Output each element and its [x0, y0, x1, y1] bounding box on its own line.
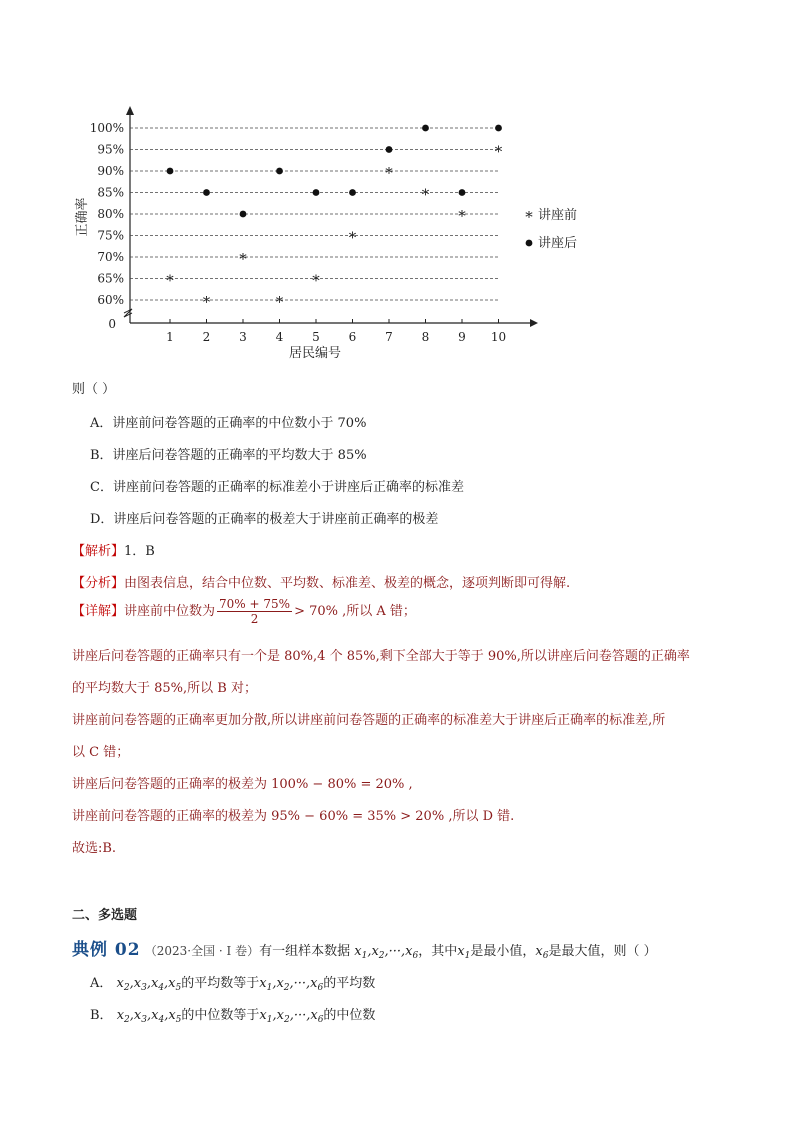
x-tick-label: 8	[421, 330, 430, 344]
y-tick-label: 85%	[97, 185, 124, 200]
y-tick-label: 90%	[97, 164, 124, 178]
x-tick-label: 7	[385, 330, 393, 344]
legend-marker-before: *	[525, 208, 533, 226]
answer-text: 1．B	[124, 544, 155, 559]
x-tick-label: 4	[275, 330, 284, 344]
point-before: *	[312, 271, 320, 290]
y-tick-label: 70%	[97, 250, 124, 264]
detail-line	[72, 597, 416, 626]
ms-option-b-letter: B．	[90, 1008, 113, 1023]
analysis-text: 由图表信息，结合中位数、平均数、标准差、极差的概念，逐项判断即可得解.	[124, 576, 571, 591]
example-label: 典例 02	[72, 940, 141, 960]
point-before: *	[166, 271, 174, 290]
point-after	[167, 168, 174, 175]
y-tick-label: 60%	[97, 293, 124, 307]
example-02: 典例 02 （2023·全国 · I 卷）有一组样本数据 $x_1,x_2,\cdot\cdot\cdot,x_6$，其中$x_1$是最小值，$x_6$是最大值，则（ ）	[72, 940, 657, 961]
y-tick-label: 75%	[97, 228, 124, 243]
x-tick-label: 3	[239, 330, 247, 344]
x-tick-label: 2	[202, 330, 211, 344]
point-after	[386, 146, 393, 153]
analysis-line	[72, 572, 570, 591]
point-after	[422, 125, 429, 132]
point-before: *	[348, 228, 357, 247]
ms-option-a-letter: A．	[90, 976, 113, 991]
point-before: *	[494, 142, 503, 161]
option-b: B．讲座后问卷答题的正确率的平均数大于 85%	[90, 448, 367, 463]
detail-line-5: 讲座前问卷答题的正确率的极差为 95% − 60% = 35% > 20% ,所以 D 错.	[72, 809, 515, 824]
point-before: *	[458, 207, 466, 225]
x-tick-label: 5	[312, 330, 320, 344]
x-tick-label: 9	[458, 330, 466, 344]
point-before: *	[202, 293, 211, 311]
detail-line-2a: 讲座后问卷答题的正确率只有一个是 80%,4 个 85%,剩下全部大于等于 90%,所以讲座后问卷答题的正确率	[72, 649, 690, 664]
legend-marker-after	[526, 240, 533, 247]
detail-tail: > 70% ,所以 A 错；	[294, 604, 416, 619]
fraction-numerator: 70% + 75%	[219, 597, 291, 611]
legend-label-before: 讲座前	[538, 208, 578, 223]
example-stem-1: 有一组样本数据	[259, 944, 351, 959]
point-before: *	[385, 164, 393, 182]
ms-option-a: A． $x_2,x_3,x_4,x_5$的平均数等于$x_1,x_2,\cdot\cdot\cdot,x_6$的平均数	[90, 976, 376, 993]
detail-line-3a: 讲座前问卷答题的正确率更加分散,所以讲座前问卷答题的正确率的标准差大于讲座后正确率的标准差,所	[72, 713, 666, 728]
answer-tag: 【解析】	[72, 544, 125, 559]
point-after	[240, 211, 247, 218]
option-a: A．讲座前问卷答题的正确率的中位数小于 70%	[90, 416, 367, 431]
scatter-chart	[60, 95, 620, 365]
y-tick-label: 65%	[97, 271, 124, 286]
ms-option-b-end: 的中位数	[323, 1008, 376, 1023]
point-after	[313, 189, 320, 196]
detail-lead: 讲座前中位数为	[124, 604, 216, 619]
detail-line-4: 讲座后问卷答题的正确率的极差为 100% − 80% = 20% ,	[72, 777, 413, 792]
example-source: （2023·全国 · I 卷）	[144, 944, 260, 958]
y-tick-label: 100%	[89, 121, 124, 135]
axis-break-mark	[124, 309, 132, 317]
x-tick-label: 6	[348, 330, 357, 344]
point-after	[276, 168, 283, 175]
point-before: *	[239, 250, 247, 268]
point-after	[349, 189, 356, 196]
x-tick-label: 1	[166, 330, 174, 344]
detail-tag: 【详解】	[72, 604, 125, 619]
example-stem-3: 是最小值，	[470, 944, 536, 959]
ms-option-b: B． $x_2,x_3,x_4,x_5$的中位数等于$x_1,x_2,\cdot\cdot\cdot,x_6$的中位数	[90, 1008, 376, 1025]
median-fraction	[217, 597, 292, 626]
analysis-tag: 【分析】	[72, 576, 125, 591]
option-c: C．讲座前问卷答题的正确率的标准差小于讲座后正确率的标准差	[90, 480, 464, 495]
y-tick-label: 95%	[97, 142, 124, 157]
y-axis-arrow	[126, 106, 134, 115]
ms-option-a-end: 的平均数	[323, 976, 376, 991]
detail-line-2b: 的平均数大于 85%,所以 B 对；	[72, 681, 257, 696]
detail-line-6: 故选:B.	[72, 841, 117, 856]
ms-option-b-mid: 的中位数等于	[181, 1008, 260, 1023]
example-stem-4: 是最大值，则（ ）	[548, 944, 657, 959]
origin-label: 0	[108, 317, 116, 331]
point-after	[495, 125, 502, 132]
detail-line-3b: 以 C 错；	[72, 745, 130, 760]
section-title: 二、多选题	[72, 908, 138, 923]
answer-line	[72, 540, 155, 559]
x-axis-label: 居民编号	[288, 346, 342, 361]
point-before: *	[421, 185, 430, 204]
x-axis-arrow	[530, 319, 538, 327]
y-axis-label: 正确率	[75, 197, 90, 237]
point-before: *	[275, 293, 284, 311]
x-tick-label: 10	[490, 330, 507, 344]
y-tick-label: 80%	[97, 207, 124, 221]
question-prompt: 则（ ）	[72, 382, 116, 397]
option-d: D．讲座后问卷答题的正确率的极差大于讲座前正确率的极差	[90, 512, 439, 527]
point-after	[459, 189, 466, 196]
example-stem-2: ，其中	[418, 944, 458, 959]
legend-label-after: 讲座后	[538, 236, 578, 251]
point-after	[203, 189, 210, 196]
ms-option-a-mid: 的平均数等于	[181, 976, 260, 991]
fraction-denominator: 2	[250, 612, 259, 626]
